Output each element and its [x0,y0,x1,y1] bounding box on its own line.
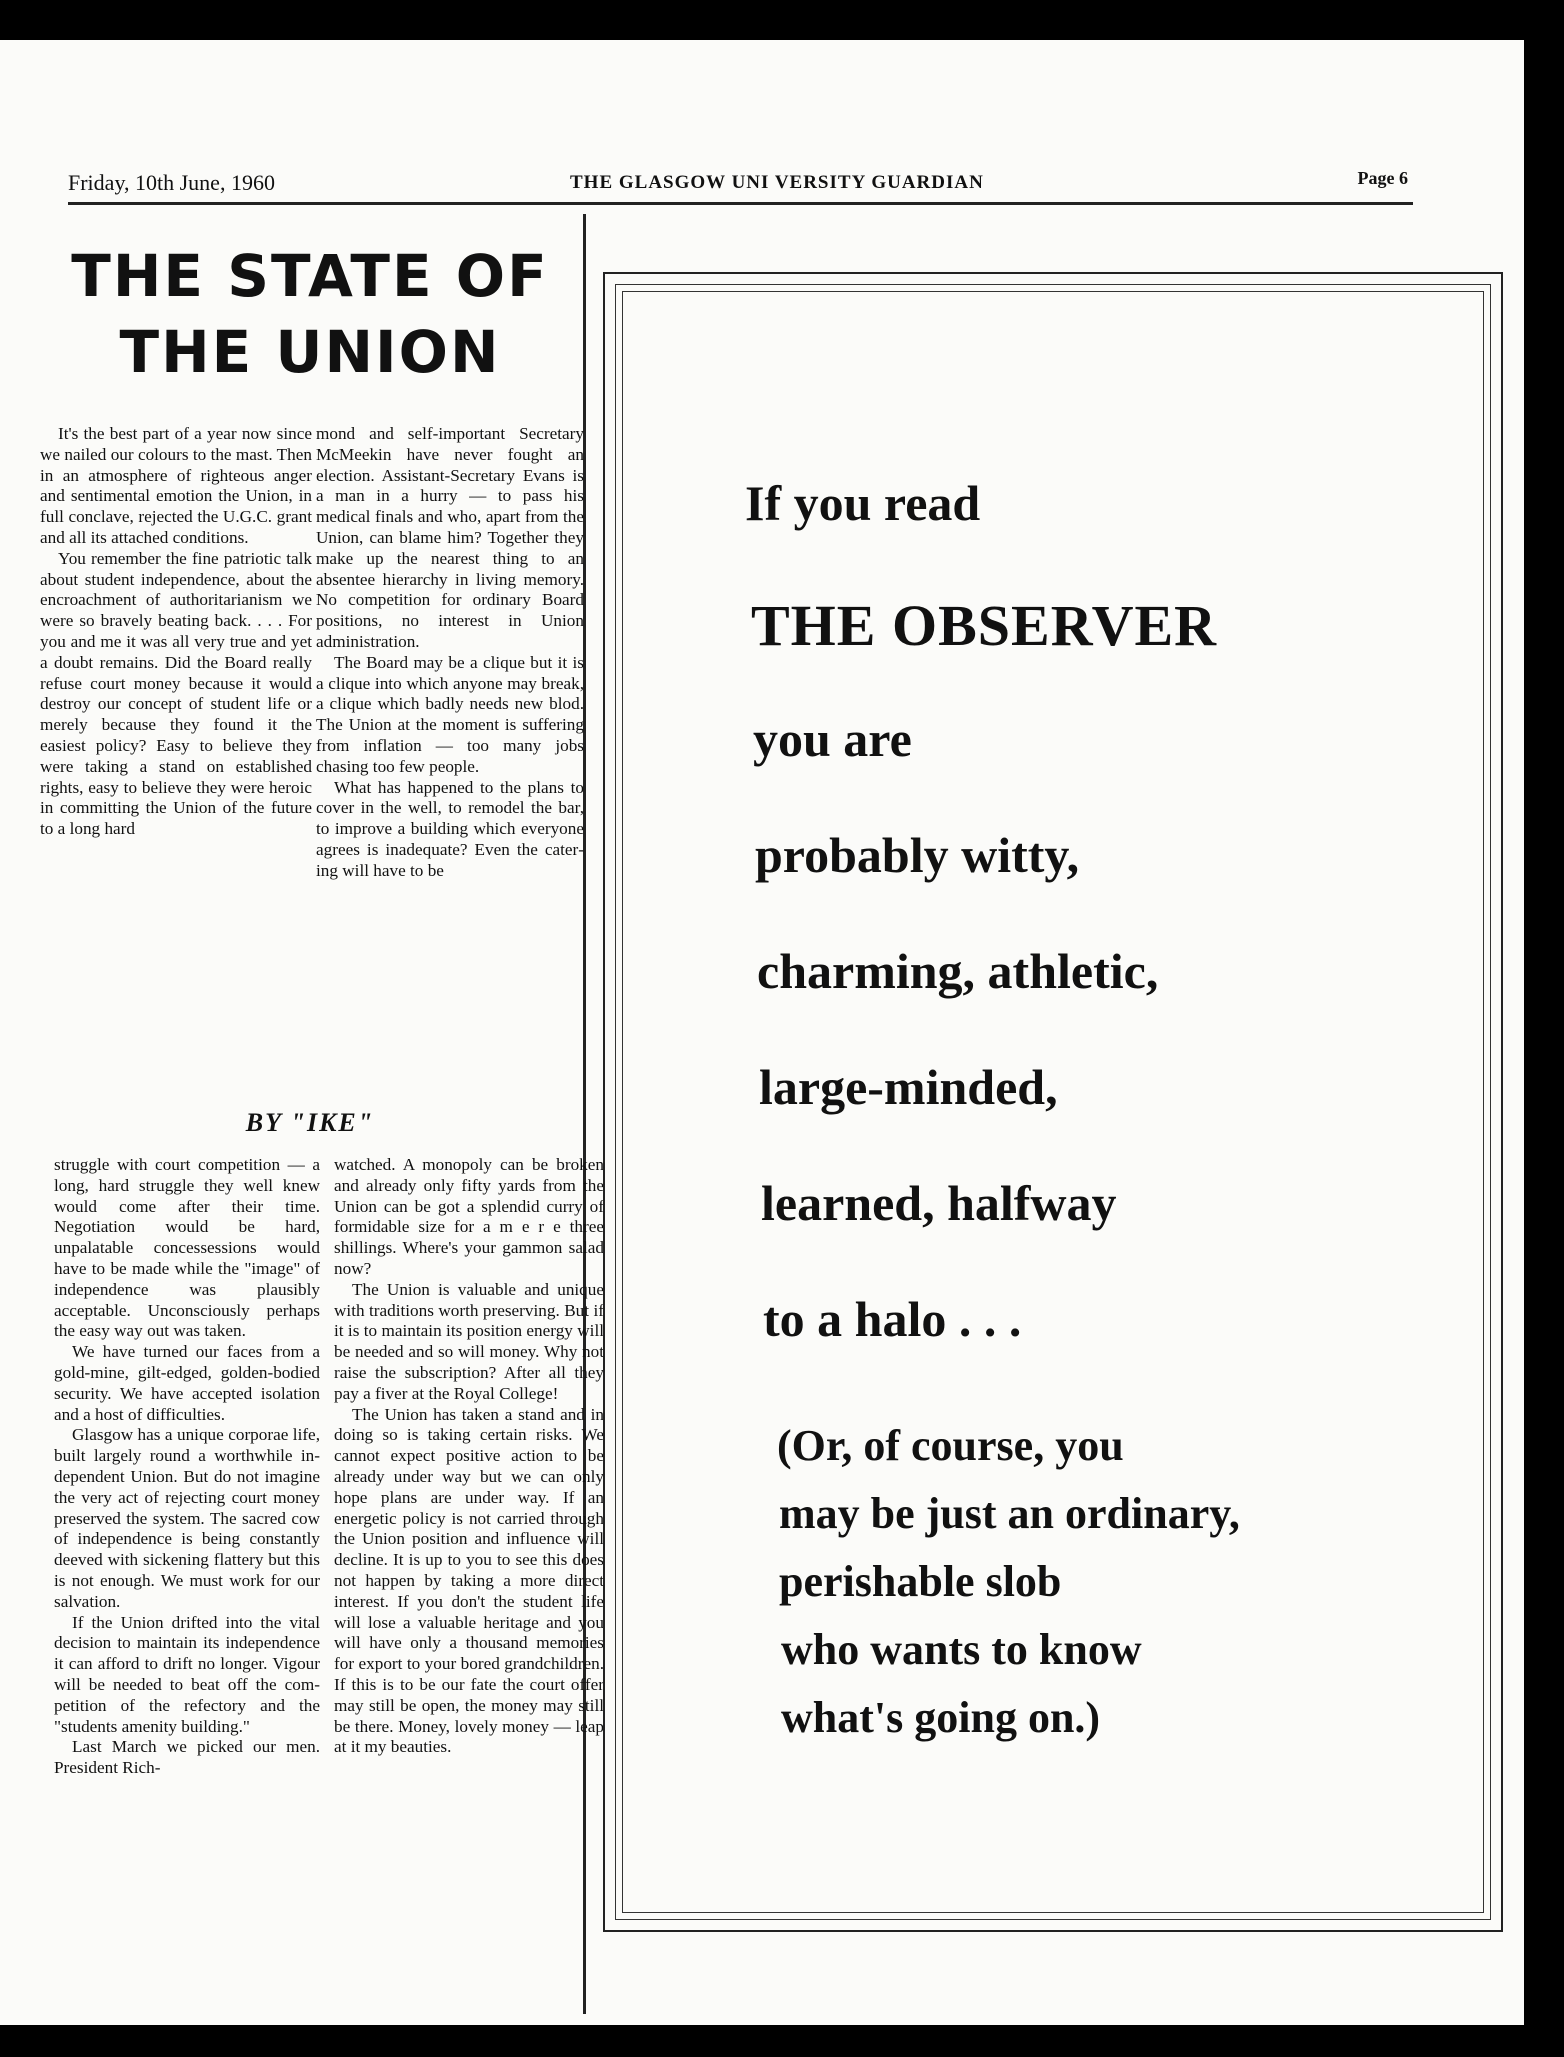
article-column-2-bottom [334,1155,604,1758]
ad-line: large-minded, [759,1059,1058,1115]
ad-line: If you read [745,475,981,531]
paragraph: Last March we picked our men. President Rich- [54,1737,320,1778]
paragraph: The Union has taken a stand and in doing so is taking certain risks. We cannot expect positive action to be already under way but we can only hope plans are under way. If an energetic policy is not carried through the Union position and influence will decline. It is up to you to see this does not happen by taking a more direct interest. If you don't the student life will lose a valuable heritage and you will have only a thousand memories for export to your bored grandchildren. If this is to be our fate the court offer may still be open, the money may still be there. Money, lovely money — leap at it my beauties. [334,1404,604,1757]
ad-line: charming, athletic, [757,943,1159,999]
masthead: THE GLASGOW UNI VERSITY GUARDIAN [570,172,984,193]
article-column-1-top [40,424,312,840]
observer-advertisement [603,272,1503,1932]
paragraph: It's the best part of a year now since we nailed our colours to the mast. Then in an atmosphere of righteous anger and sentimental emotion the Union, in full conclave, rejected the U.G.C. grant and all its attached conditions. [40,424,312,547]
headline-line-2: THE UNION [119,318,501,386]
ad-line: learned, halfway [761,1175,1117,1231]
article-byline: BY "IKE" [245,1108,375,1137]
page-number: Page 6 [1357,168,1408,188]
paragraph: Glasgow has a unique corporae life, built largely round a worthwhile independent Union. But do not imagine the very act of rejecting court money preserved the system. The sacred cow of independence is being constantly deeved with sickening flattery but this is not enough. We must work for our salvation. [54,1425,320,1611]
headline-line-1: THE STATE OF [71,242,549,310]
paragraph: struggle with court competition — a long, hard struggle they well knew would come after their time. Negotiation would be hard, unpalatable concessessions would have to be made while the "image" of independence was plausibly acceptable. Unconsciously perhaps the easy way out was taken. [54,1155,320,1341]
ad-line: may be just an ordinary, [779,1489,1240,1538]
article-column-1-bottom [54,1155,320,1779]
page-header [68,168,1418,204]
ad-line: to a halo . . . [763,1291,1022,1347]
ad-line: (Or, of course, you [777,1421,1124,1470]
paragraph: The Board may be a clique but it is a clique into which anyone may break, a clique which badly needs new blod. The Union at the moment is suffering from inflation — too many jobs chasing too few people. [316,652,584,776]
ad-line: what's going on.) [781,1693,1101,1742]
paragraph: You remember the fine patriotic talk about student independence, about the encroachment of authoritarianism we were so bravely beating back. . . . For you and me it was all very true and yet a doubt remains. Did the Board really refuse court money because it would destroy our concept of student life or merely because they found it the easiest policy? Easy to believe they were taking a stand on established rights, easy to believe they were heroic in committing the Union of the future to a long hard [40,548,312,839]
issue-date: Friday, 10th June, 1960 [68,170,275,195]
ad-line: probably witty, [755,827,1080,883]
paragraph: We have turned our faces from a gold-mine, gilt-edged, golden-bodied security. We have accepted isolation and a host of difficulties. [54,1342,320,1424]
article-column-2-top [316,424,584,882]
paragraph: If the Union drifted into the vital decision to maintain its independence it can afford to drift no longer. Vigour will be needed to beat off the competition of the refectory and the "students amenity building." [54,1612,320,1736]
ad-line: who wants to know [781,1625,1142,1674]
paragraph: mond and self-important Secretary McMeekin have never fought an election. Assistant-Secretary Evans is a man in a hurry — to pass his medical finals and who, apart from the Union, can blame him? Together they make up the nearest thing to an absentee hierarchy in living memory. No competition for ordinary Board positions, no interest in Union administration. [316,424,584,651]
ad-line: perishable slob [779,1557,1062,1606]
paragraph: watched. A monopoly can be broken and already only fifty yards from the Union can be got a splendid curry of formidable size for a m e r e three shillings. Where's your gammon salad now? [334,1155,604,1278]
ad-line-observer: THE OBSERVER [751,593,1218,658]
paragraph: What has happened to the plans to cover in the well, to remodel the bar, to improve a building which everyone agrees is inadequate? Even the catering will have to be [316,777,584,880]
article-headline [40,238,580,390]
header-rule [68,202,1413,205]
paragraph: The Union is valuable and unique with traditions worth preserving. But if it is to maintain its position energy will be needed and so will money. Why not raise the subscription? After all they pay a fiver at the Royal College! [334,1279,604,1403]
ad-line: you are [753,711,912,767]
newspaper-page [0,40,1524,2025]
